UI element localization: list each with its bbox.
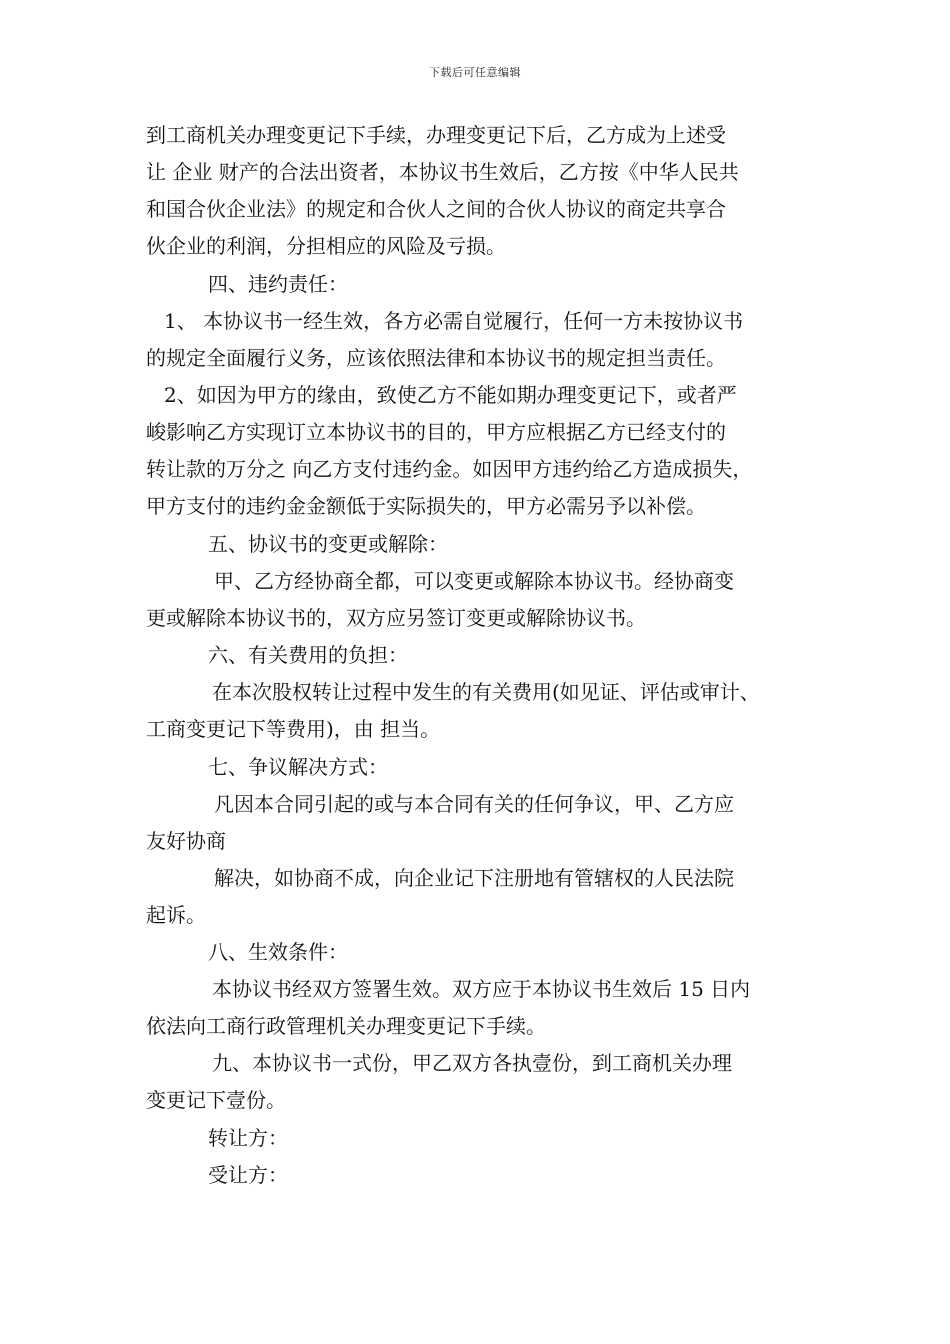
page-header: 下载后可任意编辑 bbox=[429, 66, 521, 79]
paragraph-line: 的规定全面履行义务，应该依照法律和本协议书的规定担当责任。 bbox=[146, 346, 726, 370]
paragraph-line: 伙企业的利润，分担相应的风险及亏损。 bbox=[146, 234, 506, 258]
paragraph-line: 峻影响乙方实现订立本协议书的目的，甲方应根据乙方已经支付的 bbox=[146, 420, 726, 444]
paragraph-line: 友好协商 bbox=[146, 829, 226, 853]
paragraph-line: 解决，如协商不成，向企业记下注册地有管辖权的人民法院 bbox=[214, 866, 734, 890]
paragraph-line: 工商变更记下等费用)，由 担当。 bbox=[146, 717, 441, 741]
paragraph-line: 让 企业 财产的合法出资者，本协议书生效后，乙方按《中华人民共 bbox=[146, 160, 739, 184]
paragraph-line: 到工商机关办理变更记下手续，办理变更记下后，乙方成为上述受 bbox=[146, 123, 726, 147]
paragraph-line: 在本次股权转让过程中发生的有关费用(如见证、评估或审计、 bbox=[212, 680, 760, 704]
paragraph-line: 1、 本协议书一经生效，各方必需自觉履行，任何一方未按协议书 bbox=[164, 309, 744, 333]
paragraph-line: 依法向工商行政管理机关办理变更记下手续。 bbox=[146, 1014, 546, 1038]
paragraph-line: 转让款的万分之 向乙方支付违约金。如因甲方违约给乙方造成损失， bbox=[146, 457, 753, 481]
paragraph-line: 甲方支付的违约金金额低于实际损失的，甲方必需另予以补偿。 bbox=[146, 494, 706, 518]
paragraph-line: 凡因本合同引起的或与本合同有关的任何争议，甲、乙方应 bbox=[214, 792, 734, 816]
section-heading: 四、违约责任： bbox=[208, 272, 348, 296]
section-heading: 五、协议书的变更或解除： bbox=[208, 532, 448, 556]
paragraph-line: 起诉。 bbox=[146, 903, 206, 927]
section-heading: 八、生效条件： bbox=[208, 940, 348, 964]
paragraph-line: 甲、乙方经协商全都，可以变更或解除本协议书。经协商变 bbox=[214, 569, 734, 593]
paragraph-line: 更或解除本协议书的，双方应另签订变更或解除协议书。 bbox=[146, 606, 646, 630]
paragraph-line: 变更记下壹份。 bbox=[146, 1088, 286, 1112]
paragraph-line: 本协议书经双方签署生效。双方应于本协议书生效后 15 日内 bbox=[212, 977, 751, 1001]
signature-label-transferor: 转让方： bbox=[208, 1126, 288, 1150]
section-heading: 六、有关费用的负担： bbox=[208, 643, 408, 667]
signature-label-transferee: 受让方： bbox=[208, 1163, 288, 1187]
paragraph-line: 和国合伙企业法》的规定和合伙人之间的合伙人协议的商定共享合 bbox=[146, 197, 726, 221]
paragraph-line: 2、如因为甲方的缘由，致使乙方不能如期办理变更记下，或者严 bbox=[164, 383, 737, 407]
section-heading: 七、争议解决方式： bbox=[208, 755, 388, 779]
paragraph-line: 九、本协议书一式份，甲乙双方各执壹份，到工商机关办理 bbox=[212, 1051, 732, 1075]
